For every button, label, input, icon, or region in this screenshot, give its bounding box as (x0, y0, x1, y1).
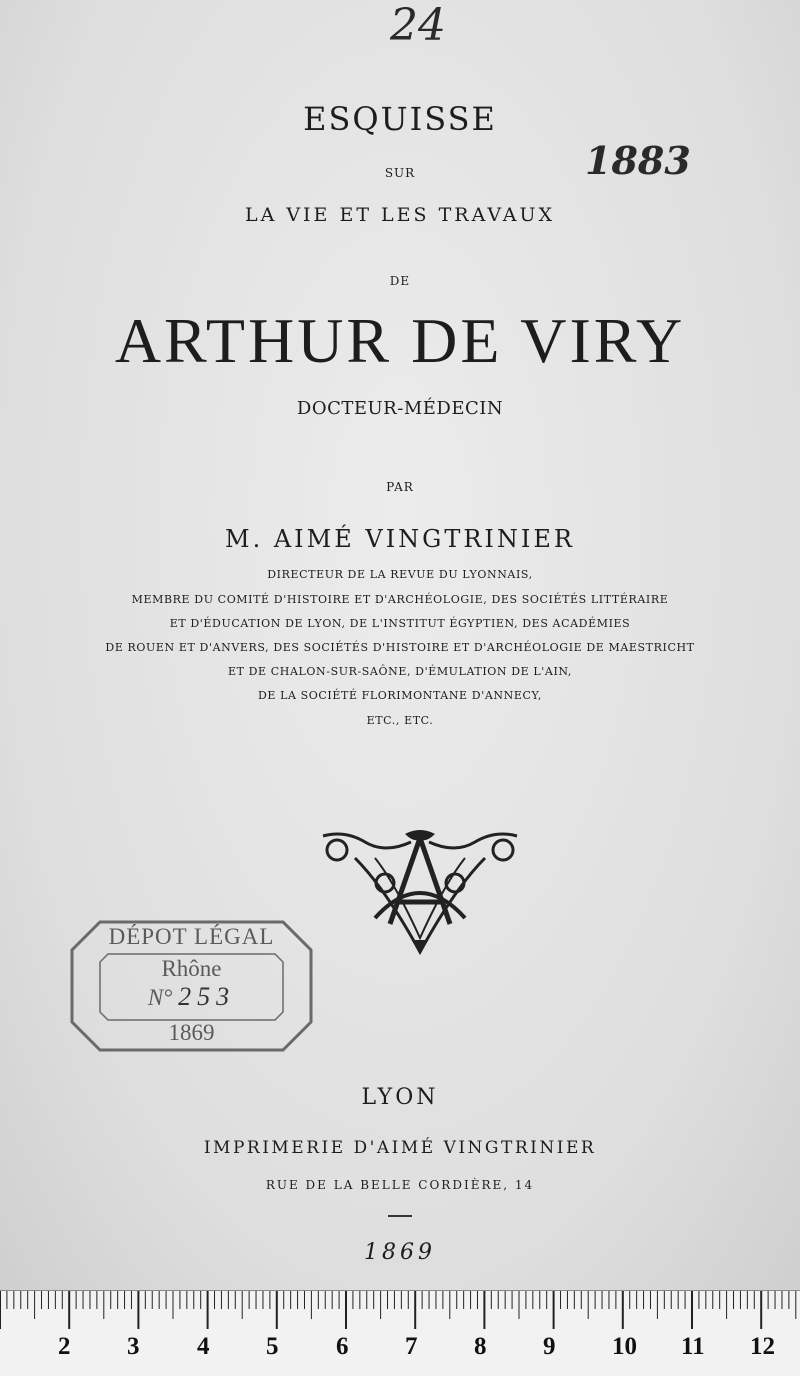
author-affiliation: ET DE CHALON-SUR-SAÔNE, D'ÉMULATION DE L'AIN, (227, 665, 573, 678)
author-affiliation: DE ROUEN ET D'ANVERS, DES SOCIÉTÉS D'HISTOIRE ET D'ARCHÉOLOGIE DE MAESTRICHT (105, 641, 695, 654)
imprint-city: LYON (361, 1085, 439, 1110)
subject-profession: DOCTEUR-MÉDECIN (296, 398, 504, 419)
separator-dash (388, 1215, 412, 1217)
shelf-mark-annotation: 24 (390, 0, 446, 51)
subject-name: ARTHUR DE VIRY (114, 305, 686, 376)
ruler-number: 7 (405, 1333, 418, 1360)
ruler-number: 4 (197, 1333, 210, 1360)
title-line-de: DE (389, 274, 411, 288)
author-affiliation: DIRECTEUR DE LA REVUE DU LYONNAIS, (267, 568, 533, 581)
stamp-region: Rhône (161, 956, 222, 981)
ruler-ticks (0, 1291, 800, 1333)
ruler-number: 6 (336, 1333, 349, 1360)
title-line-vie: LA VIE ET LES TRAVAUX (244, 204, 556, 226)
stamp-label: DÉPOT LÉGAL (108, 924, 275, 949)
title-line-sur: SUR (384, 166, 416, 180)
stamp-number: 253 (178, 982, 236, 1011)
imprint-address: RUE DE LA BELLE CORDIÈRE, 14 (265, 1178, 535, 1192)
author-affiliation: MEMBRE DU COMITÉ D'HISTOIRE ET D'ARCHÉOLOGIE, DES SOCIÉTÉS LITTÉRAIRE (131, 593, 669, 606)
stamp-year: 1869 (168, 1020, 215, 1045)
ruler-number: 3 (127, 1333, 140, 1360)
legal-deposit-stamp (70, 920, 313, 1052)
stamp-number-prefix: N° (147, 985, 173, 1010)
ruler-number: 5 (266, 1333, 279, 1360)
imprint-printer: IMPRIMERIE D'AIMÉ VINGTRINIER (203, 1138, 597, 1158)
ruler-number: 8 (474, 1333, 487, 1360)
author-by: PAR (386, 480, 414, 494)
author-affiliation: ET D'ÉDUCATION DE LYON, DE L'INSTITUT ÉGYPTIEN, DES ACADÉMIES (169, 617, 631, 630)
author-name: M. AIMÉ VINGTRINIER (225, 525, 575, 553)
ruler-number: 9 (543, 1333, 556, 1360)
ruler-number: 2 (58, 1333, 71, 1360)
title-line-esquisse: ESQUISSE (303, 100, 497, 138)
ruler-number: 10 (612, 1333, 637, 1360)
ornament-monogram-icon (315, 828, 525, 958)
ruler-number: 11 (681, 1333, 705, 1360)
imprint-year: 1869 (364, 1240, 436, 1265)
measuring-ruler (0, 1290, 800, 1376)
ruler-number: 12 (750, 1333, 775, 1360)
inventory-mark-annotation: 1883 (585, 138, 691, 183)
stamp-number-line (70, 982, 313, 1012)
author-affiliation: ETC., ETC. (366, 714, 434, 727)
author-affiliation: DE LA SOCIÉTÉ FLORIMONTANE D'ANNECY, (257, 689, 543, 702)
